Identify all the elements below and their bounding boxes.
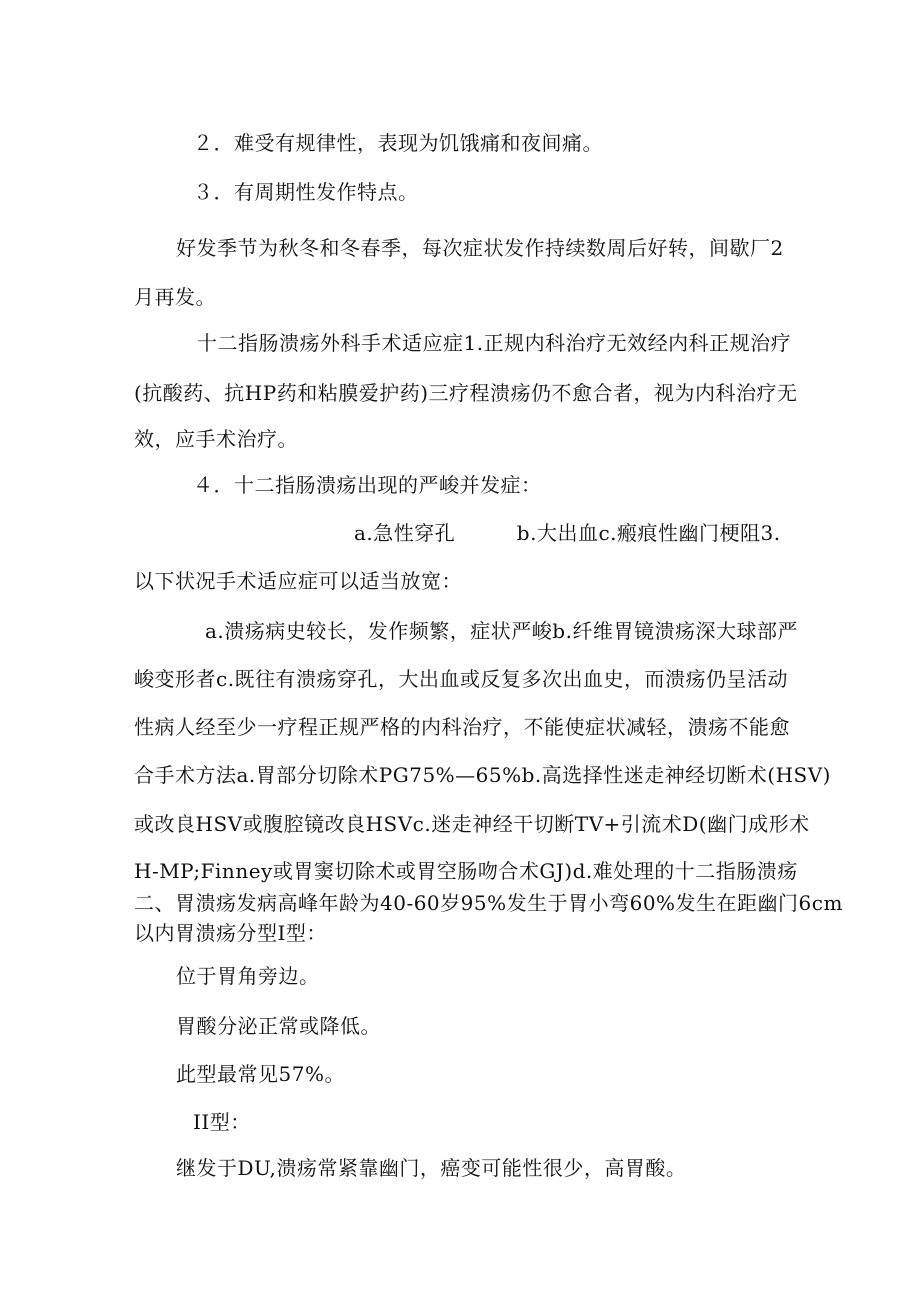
paragraph-relaxed-line-4: 合手术方法a.胃部分切除术PG75%—65%b.高选择性迷走神经切断术(HSV) [134,763,831,787]
paragraph-indications-line-1: 十二指肠溃疡外科手术适应症1.正规内科治疗无效经内科正规治疗 [197,331,792,355]
paragraph-type2-description: 继发于DU,溃疡常紧靠幽门，癌变可能性很少，高胃酸。 [176,1156,687,1180]
paragraph-indications-line-2: (抗酸药、抗HP药和粘膜爱护药)三疗程溃疡仍不愈合者，视为内科治疗无 [134,381,798,405]
paragraph-relaxed-line-5: 或改良HSV或腹腔镜改良HSVc.迷走神经干切断TV+引流术D(幽门成形术 [134,812,810,836]
paragraph-relaxed-line-1: a.溃疡病史较长，发作频繁，症状严峻b.纤维胃镜溃疡深大球部严 [205,619,798,643]
paragraph-season-line-1: 好发季节为秋冬和冬春季，每次症状发作持续数周后好转，间歇厂2 [176,236,784,260]
paragraph-type2-heading: II型： [193,1110,251,1134]
paragraph-item-3: ３．有周期性发作特点。 [193,180,419,204]
paragraph-gastric-ulcer-line-2: 以内胃溃疡分型I型： [134,921,327,945]
paragraph-indications-line-3: 效，应手术治疗。 [134,427,298,451]
paragraph-relaxed-line-6: H-MP;Finney或胃窦切除术或胃空肠吻合术GJ)d.难处理的十二指肠溃疡 [134,859,798,883]
paragraph-type1-location: 位于胃角旁边。 [176,964,320,988]
paragraph-gastric-ulcer-line-1: 二、胃溃疡发病高峰年龄为40-60岁95%发生于胃小弯60%发生在距幽门6cm [134,891,843,915]
paragraph-item-4: ４．十二指肠溃疡出现的严峻并发症： [193,473,542,497]
paragraph-complications-line-2: 以下状况手术适应症可以适当放宽： [134,569,462,593]
paragraph-complications-line-1: a.急性穿孔 b.大出血c.瘢痕性幽门梗阻3. [354,521,781,545]
paragraph-relaxed-line-2: 峻变形者c.既往有溃疡穿孔，大出血或反复多次出血史，而溃疡仍呈活动 [134,667,789,691]
paragraph-relaxed-line-3: 性病人经至少一疗程正规严格的内科治疗，不能使症状减轻，溃疡不能愈 [134,715,790,739]
paragraph-type1-acid: 胃酸分泌正常或降低。 [176,1014,381,1038]
paragraph-type1-frequency: 此型最常见57%。 [176,1062,345,1086]
paragraph-item-2: ２．难受有规律性，表现为饥饿痛和夜间痛。 [193,131,603,155]
paragraph-season-line-2: 月再发。 [134,285,216,309]
